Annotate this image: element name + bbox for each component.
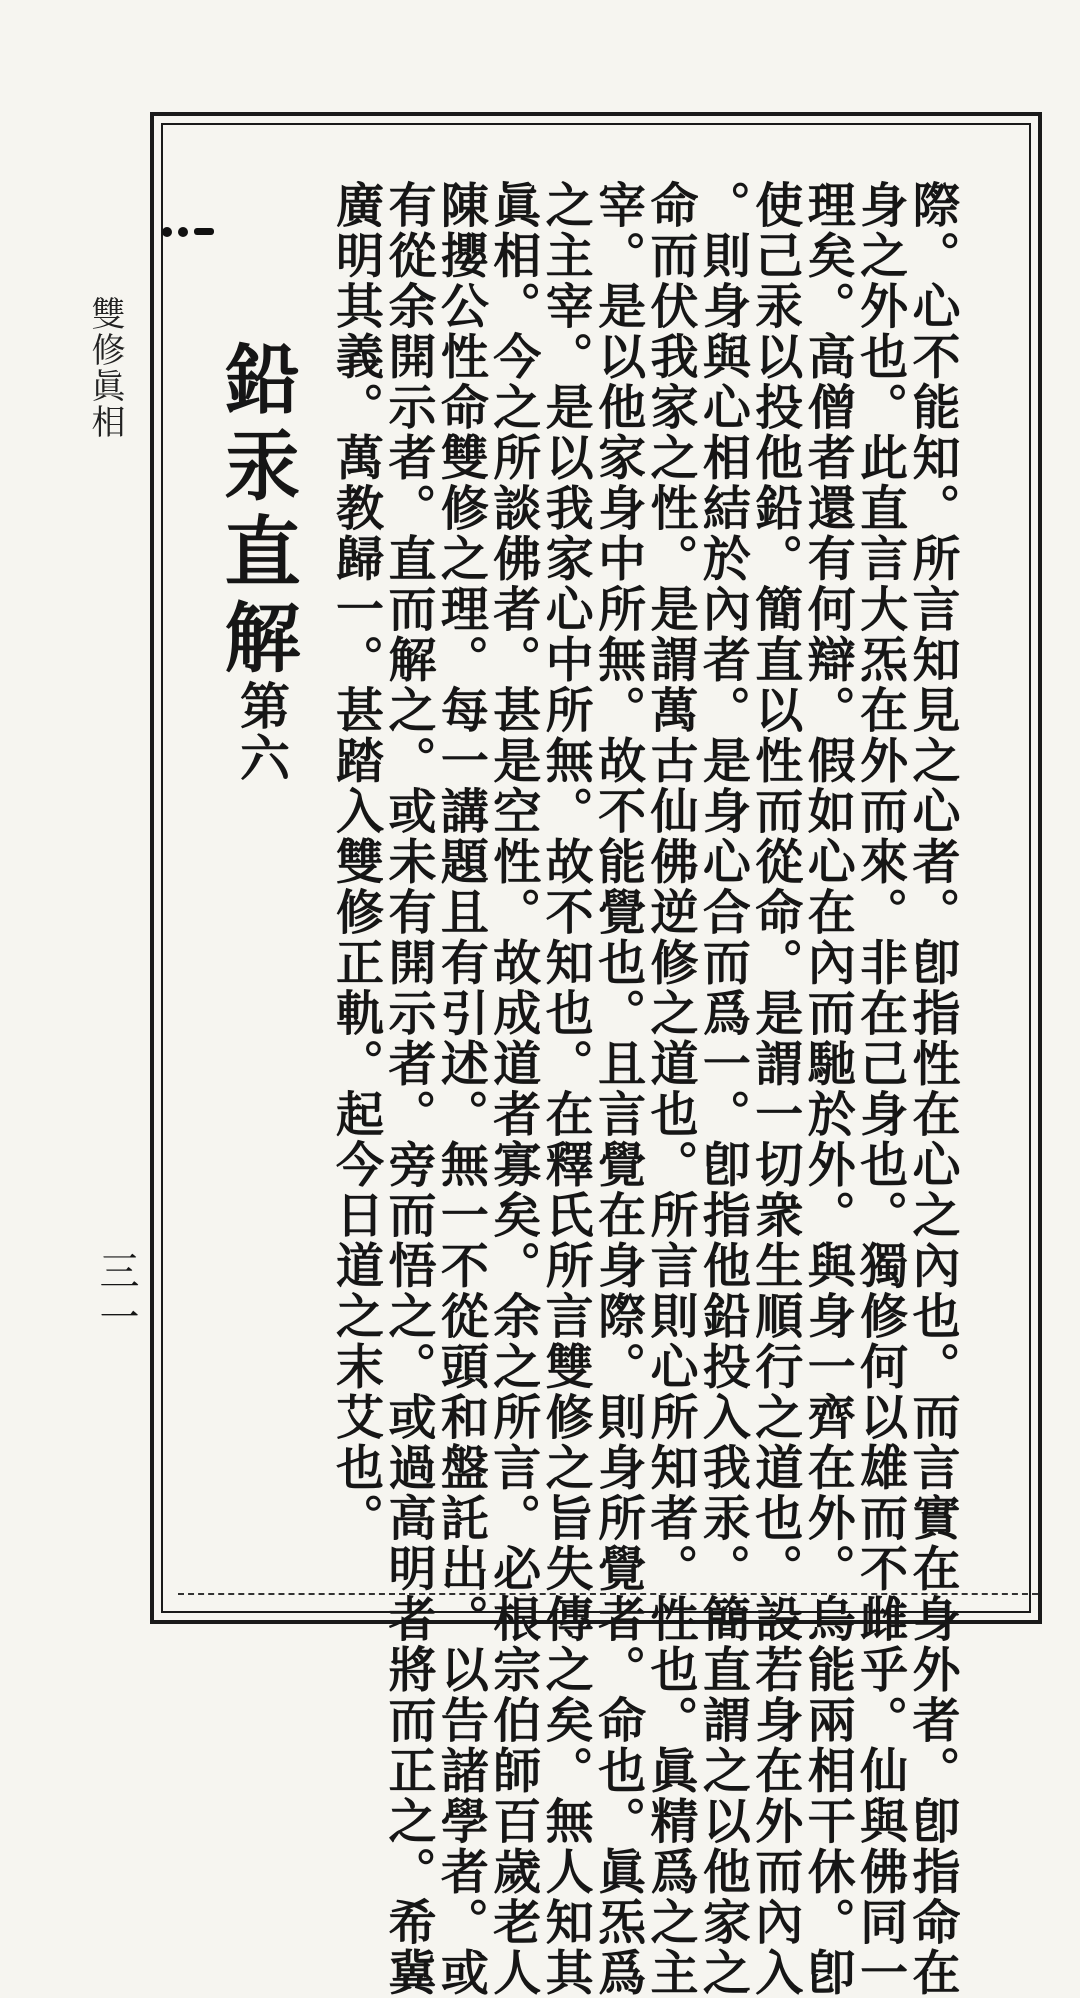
text-line: 陳攖公性命雙修之理。每一講題且有引述。無一不從頭和盤託出。以告諸學者。或	[432, 180, 489, 1998]
text-line: 眞相。今之所談佛者。甚是空性。故成道者寡矣。余之所言。必根宗伯師百歲老人	[484, 180, 541, 1998]
body-text	[318, 180, 960, 1998]
text-line: 之主宰。是以我家心中所無。故不知也。在釋氏所言雙修之旨失傳之矣。無人知其	[537, 180, 594, 1998]
text-line: 理矣。高僧者還有何辯。假如心在內而馳於外。與身一齊在外。烏能兩相干休。卽	[799, 180, 856, 1998]
text-line: 廣明其義。萬教歸一。甚踏入雙修正軌。起今日道之末艾也。	[327, 180, 384, 1544]
printer-marks	[162, 222, 214, 241]
running-title: 雙修眞相	[85, 296, 125, 440]
chapter-number: 第六	[232, 680, 291, 784]
text-line: 際。心不能知。所言知見之心者。卽指性在心之內也。而言實在身外者。卽指命在	[904, 180, 960, 1998]
text-line: 身之外也。此直言大炁在外而來。非在己身也。獨修何以雄而不雌乎。仙與佛同一	[851, 180, 908, 1998]
dot-icon	[178, 227, 188, 237]
text-line: 。則身與心相結於內者。是身心合而爲一。卽指他鉛投入我汞。簡直謂之以他家之	[694, 180, 751, 1998]
dot-icon	[162, 227, 172, 237]
dash-icon	[194, 228, 214, 235]
text-line: 使己汞以投他鉛。簡直以性而從命。是謂一切衆生順行之道也。設若身在外而內入	[746, 180, 803, 1998]
text-line: 命而伏我家之性。是謂萬古仙佛逆修之道也。所言則心所知者。性也。眞精爲之主	[641, 180, 698, 1998]
page-number: 三一	[93, 1250, 139, 1342]
text-line: 有從余開示者。直而解之。或未有開示者。旁而悟之。或過高明者將而正之。希冀	[379, 180, 436, 1998]
text-line: 宰。是以他家身中所無。故不能覺也。且言覺在身際。則身所覺者。命也。眞炁爲	[589, 180, 646, 1998]
chapter-title: 鉛汞直解	[212, 340, 301, 684]
